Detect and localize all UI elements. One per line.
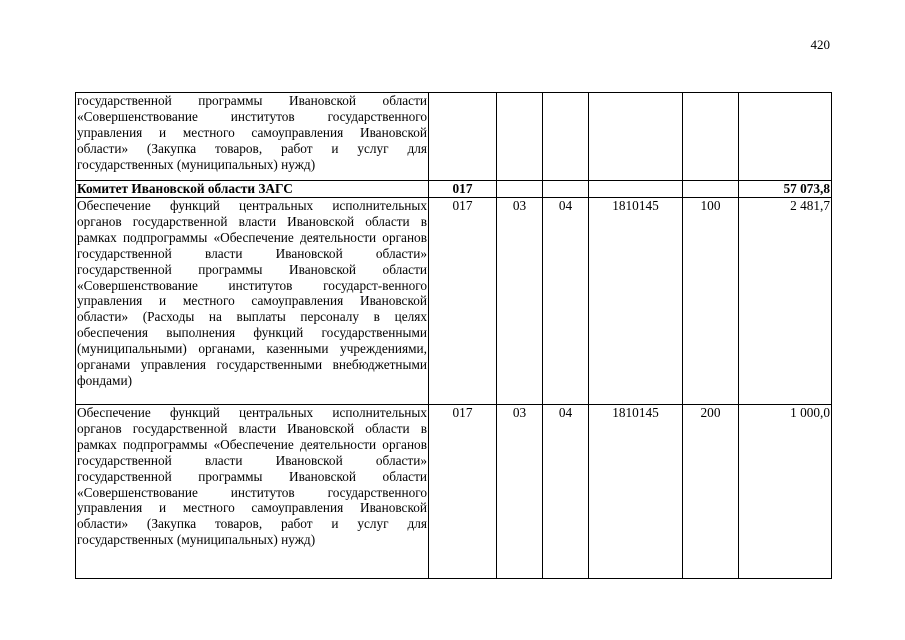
admin-code-cell: 017 [429,181,497,198]
table-row-department [76,181,832,198]
row-name-cell: Комитет Ивановской области ЗАГС [76,181,429,198]
section-cell [497,181,543,198]
target-article-cell: 1810145 [589,198,683,405]
subsection-cell: 04 [543,198,589,405]
row-name-cell: Обеспечение функций центральных исполнительных органов государственной власти Ивановской области в рамках подпрограммы «Обеспечение деятельности органов государственной власти Ивановской области» государственной программы Ивановской области «Совершенствование институтов государст-венного управления и местного самоуправления Ивановской области» (Расходы на выплаты персоналу в целях обеспечения выполнения функций государственными (муниципальными) органами, казенными учреждениями, органами управления государственными внебюджетными фондами) [76,198,429,405]
admin-code-cell: 017 [429,405,497,579]
page-number: 420 [810,37,830,52]
expense-type-cell: 200 [683,405,739,579]
row-name-cell: Обеспечение функций центральных исполнительных органов государственной власти Ивановской области в рамках подпрограммы «Обеспечение деятельности органов государственной власти Ивановской области» государственной программы Ивановской области «Совершенствование институтов государственного управления и местного самоуправления Ивановской области» (Закупка товаров, работ и услуг для государственных (муниципальных) нужд) [76,405,429,579]
amount-cell: 2 481,7 [739,198,832,405]
subsection-cell [543,93,589,181]
admin-code-cell [429,93,497,181]
section-cell [497,93,543,181]
amount-cell: 57 073,8 [739,181,832,198]
section-cell: 03 [497,405,543,579]
target-article-cell: 1810145 [589,405,683,579]
amount-cell: 1 000,0 [739,405,832,579]
table-row [76,198,832,405]
row-name-cell: государственной программы Ивановской области «Совершенствование институтов государственного управления и местного самоуправления Ивановской области» (Закупка товаров, работ и услуг для государственных (муниципальных) нужд) [76,93,429,181]
table-row [76,405,832,579]
table-row [76,93,832,181]
admin-code-cell: 017 [429,198,497,405]
target-article-cell [589,181,683,198]
expense-type-cell [683,181,739,198]
expense-type-cell: 100 [683,198,739,405]
target-article-cell [589,93,683,181]
budget-table [75,92,832,579]
subsection-cell: 04 [543,405,589,579]
amount-cell [739,93,832,181]
subsection-cell [543,181,589,198]
expense-type-cell [683,93,739,181]
section-cell: 03 [497,198,543,405]
